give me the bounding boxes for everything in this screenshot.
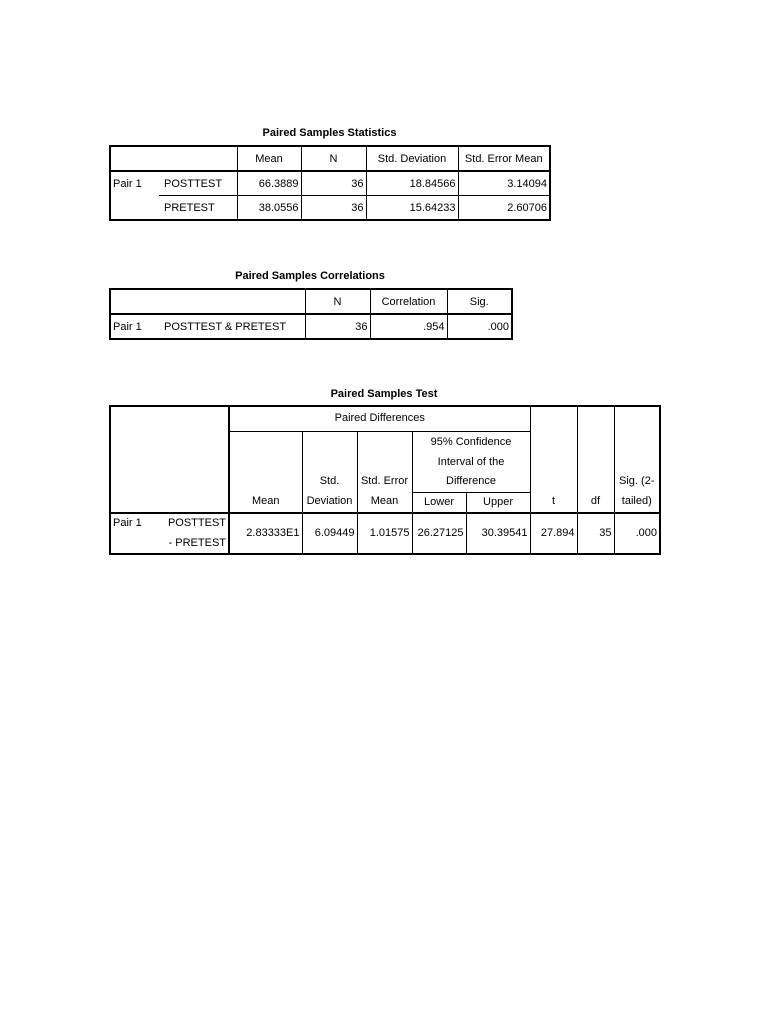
n-value: 36 [301,196,366,221]
variable-name [159,513,229,554]
header-row [110,146,550,171]
ci-header-line-1: 95% Confidence [430,436,512,448]
col-header-n: N [301,146,366,171]
variable-name-line-1: POSTTEST [167,517,226,529]
sd-value: 15.64233 [366,196,458,221]
test-title: Paired Samples Test [330,388,438,400]
header-row [110,289,512,314]
sd-header-line-1: Std. [319,475,340,487]
col-header-sig: Sig. [447,289,512,314]
sem-value: 3.14094 [458,171,550,196]
corner-cell [110,406,159,513]
correlations-title: Paired Samples Correlations [235,270,385,282]
col-group-paired-differences: Paired Differences [229,406,530,432]
pair-label-empty [110,196,159,221]
t-value: 27.894 [530,513,577,554]
sd-header-line-2: Deviation [306,494,353,507]
paired-samples-correlations-table [109,288,513,340]
corner-cell [159,406,229,513]
corner-cell [159,289,305,314]
pair-label: Pair 1 [110,171,159,196]
sig-header-line-2: tailed) [621,494,652,507]
table-row [110,314,512,339]
col-header-std-deviation [302,432,357,514]
upper-value: 30.39541 [466,513,530,554]
ci-header-line-3: Difference [446,475,496,487]
corner-cell [110,146,159,171]
paired-samples-test-table [109,405,661,555]
n-value: 36 [305,314,370,339]
table-row [110,513,660,554]
df-value: 35 [577,513,614,554]
col-header-mean: Mean [237,146,301,171]
sig-value: .000 [447,314,512,339]
col-header-sig-2-tailed [614,406,660,513]
pair-label: Pair 1 [110,314,159,339]
variable-name: POSTTEST & PRETEST [159,314,305,339]
mean-value: 2.83333E1 [229,513,302,554]
pair-label: Pair 1 [110,513,159,554]
col-header-n: N [305,289,370,314]
col-group-confidence-interval [412,432,530,493]
sd-value: 18.84566 [366,171,458,196]
mean-value: 38.0556 [237,196,301,221]
col-header-std-deviation: Std. Deviation [366,146,458,171]
paired-samples-statistics-table [109,145,551,221]
corner-cell [110,289,159,314]
variable-name: PRETEST [159,196,237,221]
sem-value: 2.60706 [458,196,550,221]
corner-cell [159,146,237,171]
col-header-df: df [577,406,614,513]
col-header-upper: Upper [466,492,530,513]
col-header-std-error-mean [357,432,412,514]
mean-value: 66.3889 [237,171,301,196]
sd-value: 6.09449 [302,513,357,554]
n-value: 36 [301,171,366,196]
sem-value: 1.01575 [357,513,412,554]
sig-header-line-1: Sig. (2- [619,475,655,487]
correlation-value: .954 [370,314,447,339]
col-header-std-error-mean: Std. Error Mean [458,146,550,171]
col-header-lower: Lower [412,492,466,513]
table-row [110,196,550,221]
variable-name: POSTTEST [159,171,237,196]
col-header-correlation: Correlation [370,289,447,314]
col-header-mean: Mean [229,432,302,514]
header-row-1 [110,406,660,432]
lower-value: 26.27125 [412,513,466,554]
stats-title: Paired Samples Statistics [262,127,397,139]
col-header-t: t [530,406,577,513]
variable-name-line-2: - PRETEST [168,536,226,549]
sem-header-line-1: Std. Error [360,475,409,487]
ci-header-line-2: Interval of the [437,455,505,468]
table-row [110,171,550,196]
sig-value: .000 [614,513,660,554]
sem-header-line-2: Mean [370,494,399,507]
